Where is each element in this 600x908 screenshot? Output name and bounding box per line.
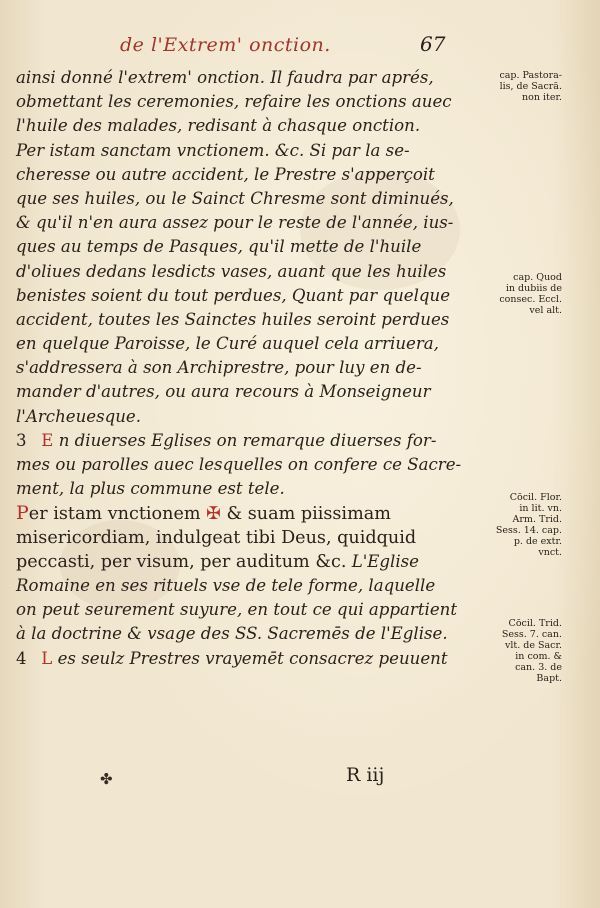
margin-note bbox=[452, 492, 562, 558]
text-line: mes ou parolles auec lesquelles on confere ce Sacre- bbox=[16, 455, 462, 474]
margin-note-line: consec. Eccl. bbox=[499, 294, 562, 305]
text-line: accident, toutes les Sainctes huiles seroint perdues bbox=[16, 309, 450, 329]
text-line: ainsi donné l'extrem' onction. Il faudra par aprés, bbox=[16, 68, 434, 87]
formula-line bbox=[16, 550, 456, 574]
margin-note-line: Cōcil. Trid. bbox=[508, 618, 562, 629]
formula-initial: P bbox=[16, 502, 29, 525]
margin-note-line: non iter. bbox=[522, 92, 562, 103]
margin-note-line: vel alt. bbox=[529, 305, 562, 316]
text-line: Romaine en ses rituels vse de tele forme, laquelle bbox=[16, 575, 436, 595]
paragraph-text: n diuerses Eglises on remarque diuerses for- bbox=[58, 430, 437, 450]
text-line-part: Per istam sanctam vnctionem. &c. Si par la se- bbox=[16, 140, 410, 160]
formula-line bbox=[16, 501, 456, 525]
text-line: s'addressera à son Archiprestre, pour luy en de- bbox=[16, 358, 422, 378]
margin-note-line: in lit. vn. bbox=[519, 503, 562, 514]
text-line: à la doctrine & vsage des SS. Sacremēs de l'Eglise. bbox=[16, 624, 448, 644]
formula-text-italic: L'Eglise bbox=[351, 551, 419, 571]
page-number: 67 bbox=[420, 32, 446, 56]
paragraph-3-line bbox=[16, 429, 456, 453]
margin-note-line: Cōcil. Flor. bbox=[509, 492, 562, 503]
margin-note-line: Sess. 7. can. bbox=[501, 629, 562, 640]
margin-note-line: lis, de Sacrā. bbox=[499, 81, 562, 92]
text-line: on peut seurement suyure, en tout ce qui appartient bbox=[16, 600, 458, 620]
paragraph-number: 3 bbox=[16, 430, 27, 450]
text-line bbox=[16, 139, 456, 163]
text-line: l'Archeuesque. bbox=[16, 406, 142, 426]
text-line: d'oliues dedans lesdicts vases, auant que les huiles bbox=[16, 261, 447, 281]
formula-text: peccasti, per visum, per auditum &c. bbox=[16, 551, 347, 572]
margin-note-line: Bapt. bbox=[536, 673, 562, 684]
signature-mark: R iij bbox=[346, 764, 385, 786]
initial-letter: E bbox=[41, 430, 54, 450]
margin-note-line: Arm. Trid. bbox=[512, 514, 562, 525]
formula-line: misericordiam, indulgeat tibi Deus, quidquid bbox=[16, 527, 417, 548]
margin-note-line: in dubiis de bbox=[505, 283, 562, 294]
text-line: l'huile des malades, redisant à chasque onction. bbox=[16, 116, 421, 136]
formula-text: er istam vnctionem bbox=[28, 504, 201, 525]
running-title: de l'Extrem' onction. bbox=[120, 34, 331, 56]
margin-note-line: cap. Quod bbox=[513, 272, 562, 283]
page-header bbox=[0, 34, 600, 64]
text-line: mander d'autres, ou aura recours à Monseigneur bbox=[16, 382, 431, 402]
ornament-icon: ✤ bbox=[100, 770, 113, 788]
paragraph-text: es seulz Prestres vrayemēt consacrez peuuent bbox=[57, 648, 448, 668]
main-text bbox=[16, 66, 462, 671]
text-line: benistes soient du tout perdues, Quant par quelque bbox=[16, 285, 451, 305]
margin-note-line: can. 3. de bbox=[515, 662, 562, 673]
margin-note-line: in com. & bbox=[515, 651, 562, 662]
text-line: obmettant les ceremonies, refaire les onctions auec bbox=[16, 92, 452, 112]
margin-note bbox=[452, 70, 562, 103]
text-line: en quelque Paroisse, le Curé auquel cela arriuera, bbox=[16, 334, 439, 354]
text-line: ques au temps de Pasques, qu'il mette de l'huile bbox=[16, 237, 422, 257]
text-line: cheresse ou autre accident, le Prestre s'apperçoit bbox=[16, 164, 435, 184]
text-line: & qu'il n'en aura assez pour le reste de l'année, ius- bbox=[16, 213, 454, 233]
cross-icon: ✠ bbox=[206, 504, 221, 525]
paragraph-number: 4 bbox=[16, 648, 27, 668]
text-line: que ses huiles, ou le Sainct Chresme sont diminués, bbox=[16, 188, 454, 208]
margin-note bbox=[452, 272, 562, 316]
margin-note-line: cap. Pastora- bbox=[499, 70, 562, 81]
margin-note-line: p. de extr. bbox=[513, 536, 562, 547]
margin-note-line: Sess. 14. cap. bbox=[495, 525, 562, 536]
margin-note-line: vlt. de Sacr. bbox=[505, 640, 562, 651]
paragraph-4-line bbox=[16, 647, 456, 671]
formula-text: & suam piissimam bbox=[226, 504, 391, 525]
margin-note bbox=[452, 618, 562, 684]
text-line: ment, la plus commune est tele. bbox=[16, 479, 285, 499]
margin-note-line: vnct. bbox=[538, 547, 562, 558]
initial-letter: L bbox=[41, 648, 53, 668]
